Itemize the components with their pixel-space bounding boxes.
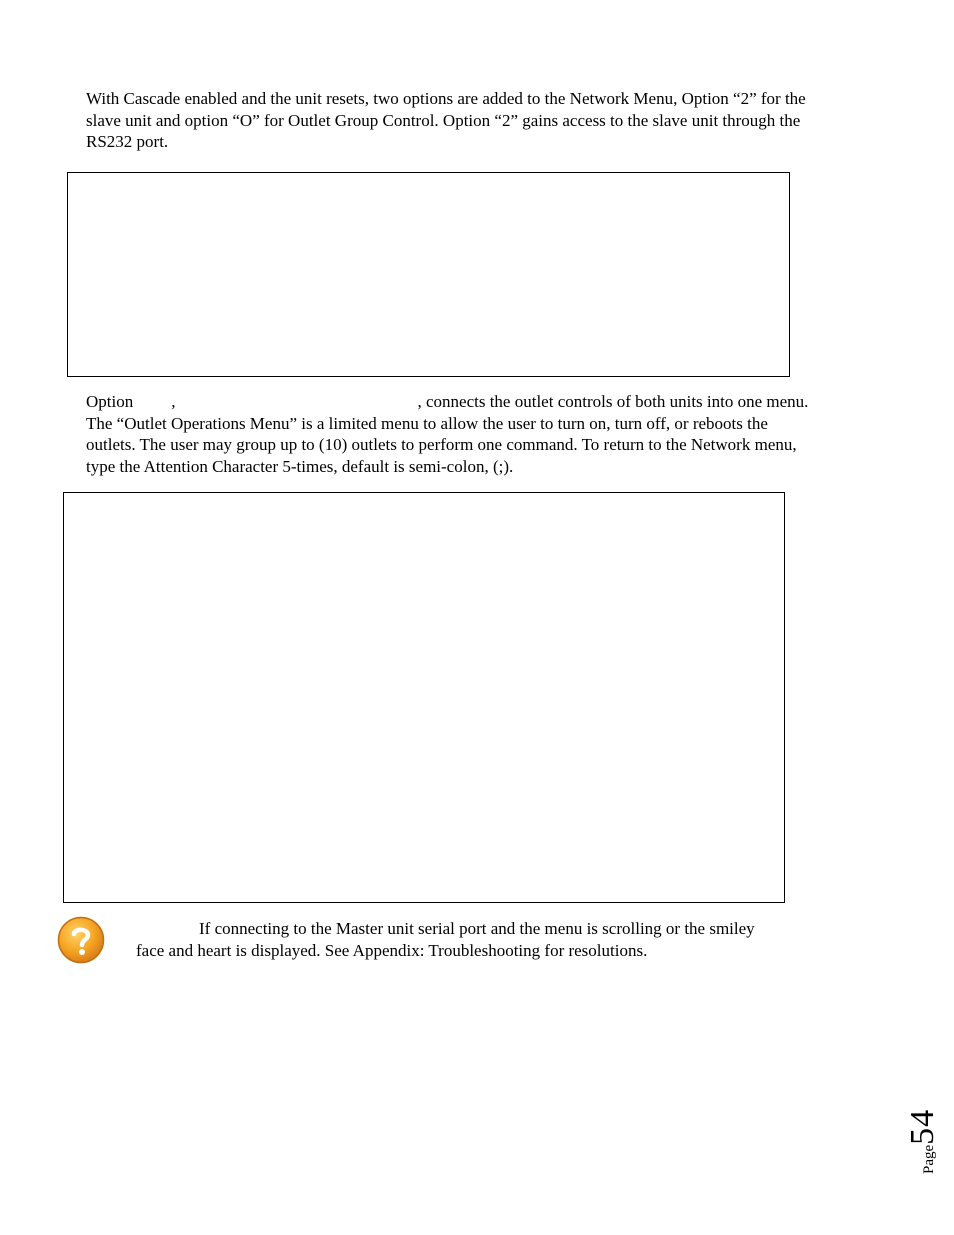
option-lead: Option <box>86 392 134 411</box>
network-menu-screenshot-frame <box>67 172 790 377</box>
note-text: If connecting to the Master unit serial port and the menu is scrolling or the smiley face and heart is displayed. See Appendix: Troubleshooting for resolutions. <box>136 919 755 960</box>
note-paragraph <box>136 918 786 961</box>
page-number: 54 <box>904 1108 941 1145</box>
page-label: Page <box>921 1144 937 1174</box>
option-rest: , connects the outlet controls of both units into one menu. The “Outlet Operations Menu” is a limited menu to allow the user to turn on, turn off, or reboots the outlets. The user may group up to (10) outlets to perform one command. To return to the Network menu, type the Attention Character 5-times, default is semi-colon, (;). <box>86 392 809 476</box>
outlet-operations-screenshot-frame <box>63 492 785 903</box>
option-paragraph <box>86 391 816 477</box>
page-footer <box>896 1090 946 1180</box>
intro-paragraph: With Cascade enabled and the unit resets, two options are added to the Network Menu, Option “2” for the slave unit and option “O” for Outlet Group Control. Option “2” gains access to the slave unit through the RS232 port. <box>86 89 806 151</box>
option-comma: , <box>171 392 176 411</box>
question-icon <box>57 916 105 964</box>
